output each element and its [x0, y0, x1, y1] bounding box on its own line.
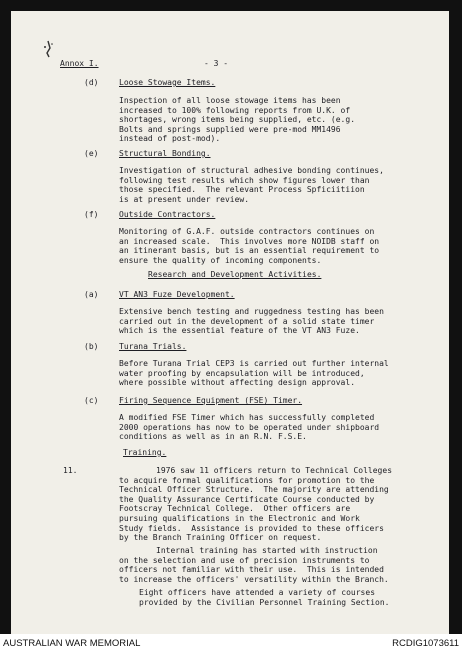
section-heading: Structural Bonding.: [119, 149, 211, 158]
body-line: A modified FSE Timer which has successfully completed: [119, 413, 375, 422]
body-line: an itinerant basis, but is an essential requirement to: [119, 246, 380, 256]
annex-label: Annox I.: [60, 59, 99, 68]
body-line: where possible without affecting design approval.: [119, 378, 356, 388]
section-marker: (b): [84, 342, 99, 351]
body-line: water proofing by encapsulation will be introduced,: [119, 368, 365, 378]
body-line: Investigation of structural adhesive bonding continues,: [119, 166, 384, 175]
section-heading: Firing Sequence Equipment (FSE) Timer.: [119, 396, 303, 405]
body-line: is at present under review.: [119, 194, 250, 204]
section-heading: Turana Trials.: [119, 342, 187, 351]
body-line: Study fields. Assistance is provided to these officers: [119, 523, 384, 533]
body-line: following test results which show figures lower than: [119, 175, 370, 185]
body-line: Extensive bench testing and ruggedness testing has been: [119, 307, 384, 316]
training-heading: Training.: [123, 448, 167, 457]
body-line: pursuing qualifications in the Electronic and Work: [119, 514, 360, 523]
body-line: 2000 operations has now to be operated under shipboard: [119, 422, 380, 432]
body-line: Footscray Technical College. Other officers are: [119, 504, 351, 514]
body-line: increased to 100% following reports from U.K. of: [119, 105, 351, 115]
footer-record-id: RCDIG1073611: [392, 638, 459, 649]
body-line: officers not familiar with their use. This is intended: [119, 565, 384, 575]
body-line: those specified. The relevant Process Spficiitiion: [119, 185, 365, 195]
body-line: to acquire formal qualifications for promotion to the: [119, 475, 375, 485]
body-line: shortages, wrong items being supplied, etc. (e.g.: [119, 115, 356, 125]
section-heading: VT AN3 Fuze Development.: [119, 290, 235, 299]
archive-footer: [0, 634, 462, 653]
body-line: to increase the officers' versatility within the Branch.: [119, 574, 389, 584]
page-number: - 3 -: [204, 59, 229, 68]
body-line: Bolts and springs supplied were pre-mod MM1496: [119, 124, 341, 134]
footer-source: AUSTRALIAN WAR MEMORIAL: [3, 638, 141, 649]
body-line: the Quality Assurance Certificate Course conducted by: [119, 494, 375, 504]
document-page: [11, 11, 449, 634]
section-marker: (e): [84, 149, 99, 158]
body-line: Technical Officer Structure. The majority are attending: [119, 485, 389, 495]
body-line: conditions as well as in an R.N. F.S.E.: [119, 432, 307, 442]
body-line: Internal training has started with instruction: [156, 546, 378, 555]
section-marker: (c): [84, 396, 99, 405]
section-marker: (d): [84, 78, 99, 87]
paragraph-number: 11.: [63, 466, 78, 475]
body-line: Inspection of all loose stowage items has been: [119, 96, 341, 105]
body-line: carried out in the development of a solid state timer: [119, 316, 375, 326]
body-line: an increased scale. This involves more NOIDB staff on: [119, 236, 380, 246]
section-heading: Outside Contractors.: [119, 210, 216, 219]
body-line: instead of post-mod).: [119, 134, 221, 144]
body-line: on the selection and use of precision instruments to: [119, 555, 370, 565]
rd-heading: Research and Development Activities.: [148, 270, 322, 279]
body-line: Monitoring of G.A.F. outside contractors continues on: [119, 227, 375, 236]
body-line: provided by the Civilian Personnel Training Section.: [139, 597, 390, 607]
section-heading: Loose Stowage Items.: [119, 78, 216, 87]
ink-blot-mark: [41, 39, 57, 59]
body-line: ensure the quality of incoming components.: [119, 255, 322, 265]
section-marker: (a): [84, 290, 99, 299]
body-line: by the Branch Training Officer on request.: [119, 533, 322, 543]
section-marker: (f): [84, 210, 99, 219]
body-line: which is the essential feature of the VT AN3 Fuze.: [119, 326, 360, 336]
body-line: Eight officers have attended a variety of courses: [139, 588, 376, 597]
body-line: Before Turana Trial CEP3 is carried out further internal: [119, 359, 389, 368]
body-line: 1976 saw 11 officers return to Technical Colleges: [156, 466, 393, 475]
